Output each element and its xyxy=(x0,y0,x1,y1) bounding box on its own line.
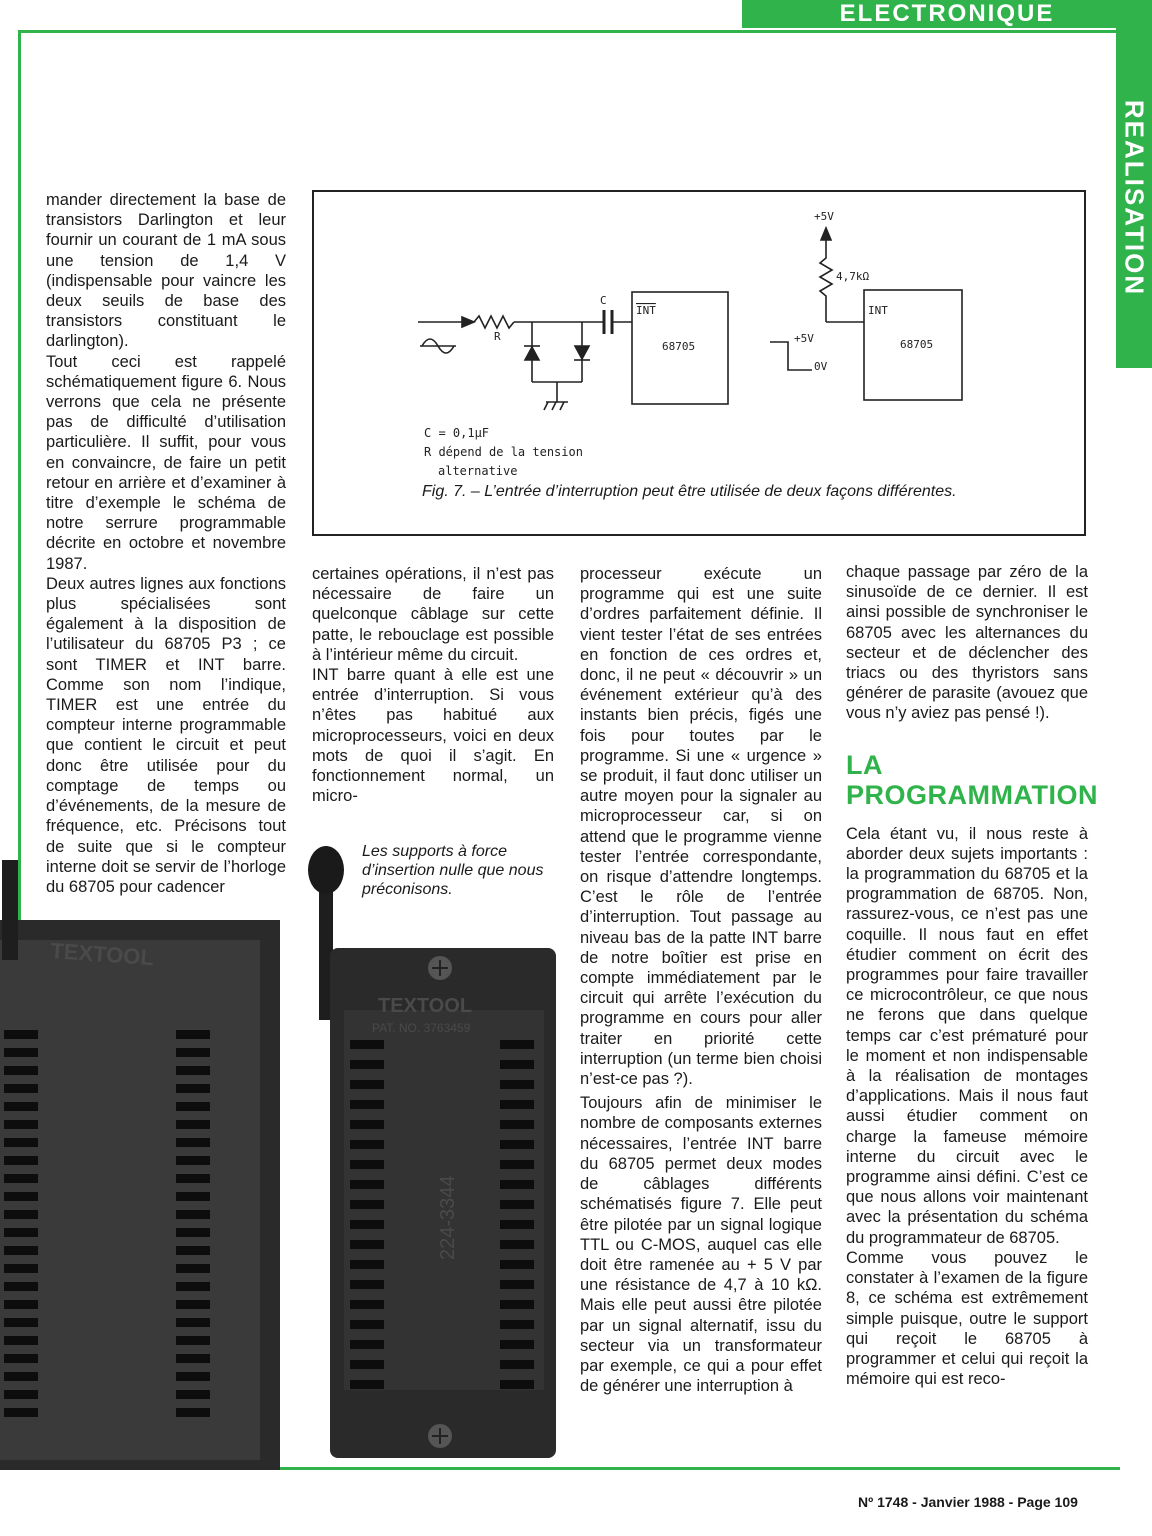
socket-slot xyxy=(4,1048,38,1057)
socket-slot xyxy=(176,1282,210,1291)
socket-slot xyxy=(4,1102,38,1111)
col1-paragraph: Deux autres lignes aux fonctions plus spécialisées sont également à la disposition de l’utilisateur du 68705 P3 ; ce sont TIMER et INT barre. Comme son nom l’indique, TIMER est une entrée du compteur interne programmable que contient le circuit et peut donc être utilisée pour du comptage de temps ou d’événements, de la mesure de fréquence, etc. Précisons tout de suite que si le compteur interne doit se servir de l’horloge du 68705 pour cadencer xyxy=(46,574,286,896)
label-v5: +5V xyxy=(794,332,814,345)
socket-slot xyxy=(500,1220,534,1229)
socket-slot xyxy=(350,1160,384,1169)
socket-slot xyxy=(500,1340,534,1349)
socket-slot xyxy=(350,1100,384,1109)
socket-slot xyxy=(4,1210,38,1219)
socket-slot xyxy=(4,1336,38,1345)
page-footer: Nº 1748 - Janvier 1988 - Page 109 xyxy=(858,1494,1078,1510)
socket-slot xyxy=(350,1260,384,1269)
socket-slot xyxy=(4,1372,38,1381)
socket-slot xyxy=(500,1320,534,1329)
socket-slot xyxy=(4,1408,38,1417)
label-chip-right: 68705 xyxy=(900,338,934,351)
socket-slot xyxy=(500,1040,534,1049)
zif-socket-left xyxy=(0,860,280,1470)
socket-slot xyxy=(350,1240,384,1249)
socket-slot xyxy=(500,1180,534,1189)
socket-slot xyxy=(4,1156,38,1165)
right-socket-part: 224-3344 xyxy=(437,1175,459,1260)
socket-slot xyxy=(176,1246,210,1255)
socket-slot xyxy=(176,1336,210,1345)
socket-slot xyxy=(176,1102,210,1111)
logic-step-icon xyxy=(770,342,812,370)
input-arrow-icon xyxy=(462,317,474,327)
socket-slot xyxy=(500,1260,534,1269)
socket-slot xyxy=(350,1080,384,1089)
label-r: R xyxy=(494,330,501,343)
resistor-r-icon xyxy=(474,316,514,328)
figure-note: R dépend de la tension xyxy=(424,445,583,459)
right-socket-patent: PAT. NO. 3763459 xyxy=(372,1021,471,1035)
socket-slot xyxy=(176,1408,210,1417)
socket-slot xyxy=(176,1174,210,1183)
col2-paragraph: certaines opérations, il n’est pas nécessaire de faire un quelconque câblage sur cette patte, le rebouclage est possible à l’intérieur même du circuit. xyxy=(312,565,554,664)
col1-paragraph: mander directement la base de transistors Darlington et leur fournir un courant de 1 mA sous une tension de 1,4 V (indispensable pour vaincre les deux seuils de base des transistors constituant le darlington). xyxy=(46,191,286,351)
col3-paragraph: processeur exécute un programme qui est une suite d’ordres parfaitement définie. Il vient tester l’état de ses entrées en fonction de ces ordres et, donc, il ne peut « découvrir » un événement extérieur qu’à des instants bien précis, figés une fois pour toutes par le programme. Si une « urgence » se produit, il faut donc utiliser un autre moyen pour la signaler au microprocesseur car, si on attend que le programme vienne tester l’entrée correspondante, on risque d’attendre longtemps. C’est le rôle de l’entrée d’interruption. Tout passage au niveau bas de la patte INT barre de notre boîtier est prise en compte immédiatement par le circuit qui arrête l’exécution du programme en cours pour aller traiter en priorité cette interruption (un terme bien choisi n’est-ce pas ?). xyxy=(580,565,822,1089)
socket-slot xyxy=(176,1210,210,1219)
socket-slot xyxy=(176,1030,210,1039)
socket-slot xyxy=(500,1060,534,1069)
column-2 xyxy=(312,564,554,806)
socket-slot xyxy=(4,1066,38,1075)
figure-note: C = 0,1µF xyxy=(424,426,490,440)
col4-paragraph: Cela étant vu, il nous reste à aborder deux sujets importants : la programmation du 68705 et la programmation de 68705. Non, rassurez-vous, ce n’est pas une coquille. Il nous faut en effet étudier comment on écrit des programmes pour faire travailler ce microcontrôleur, ce que nous ne ferons que dans quelque temps car c’est prématuré pour le moment et non indispensable à la réalisation de montages d’applications. Mais il nous faut aussi étudier comment on charge la fameuse mémoire interne du circuit avec le programme ainsi défini. C’est ce que nous allons voir maintenant avec la présentation du schéma du programmateur de 68705. xyxy=(846,824,1088,1247)
socket-slot xyxy=(500,1240,534,1249)
socket-slot xyxy=(500,1280,534,1289)
socket-slot xyxy=(500,1380,534,1389)
socket-slot xyxy=(350,1200,384,1209)
section-heading: LA PROGRAMMATION xyxy=(846,749,1098,810)
label-int-left: INT xyxy=(636,304,656,317)
socket-slot xyxy=(176,1372,210,1381)
socket-slot xyxy=(4,1318,38,1327)
socket-slot xyxy=(176,1228,210,1237)
section-banner: ELECTRONIQUE xyxy=(742,0,1152,28)
socket-slot xyxy=(4,1084,38,1093)
socket-slot xyxy=(500,1360,534,1369)
socket-slot xyxy=(500,1140,534,1149)
right-socket-brand: TEXTOOL xyxy=(378,995,473,1017)
socket-slot xyxy=(176,1138,210,1147)
socket-slot xyxy=(176,1084,210,1093)
label-res: 4,7kΩ xyxy=(836,270,870,283)
socket-slot xyxy=(176,1192,210,1201)
socket-slot xyxy=(350,1340,384,1349)
photo-caption: Les supports à force d’insertion nulle que nous préconisons. xyxy=(362,843,544,898)
socket-slot xyxy=(500,1200,534,1209)
socket-slot xyxy=(500,1100,534,1109)
socket-slot xyxy=(350,1280,384,1289)
socket-slot xyxy=(4,1282,38,1291)
socket-slot xyxy=(500,1160,534,1169)
figure-7 xyxy=(312,190,1086,536)
diode-icon xyxy=(525,347,539,360)
socket-slot xyxy=(176,1120,210,1129)
figure-caption: Fig. 7. – L’entrée d’interruption peut être utilisée de deux façons différentes. xyxy=(422,483,957,500)
socket-slot xyxy=(4,1120,38,1129)
socket-slot xyxy=(350,1220,384,1229)
socket-slot xyxy=(176,1354,210,1363)
figure-notes xyxy=(424,424,583,481)
socket-slot xyxy=(350,1300,384,1309)
column-4 xyxy=(846,562,1098,1389)
socket-slot xyxy=(350,1140,384,1149)
socket-slot xyxy=(176,1318,210,1327)
label-c: C xyxy=(600,294,607,307)
socket-slot xyxy=(176,1390,210,1399)
col2-paragraph: INT barre quant à elle est une entrée d’interruption. Si vous n’êtes pas habitué aux microprocesseurs, voici en deux mots de quoi il s’agit. En fonctionnement normal, un micro- xyxy=(312,666,554,806)
socket-slot xyxy=(4,1354,38,1363)
socket-slot xyxy=(500,1300,534,1309)
socket-slot xyxy=(176,1264,210,1273)
label-chip-left: 68705 xyxy=(662,340,696,353)
socket-slot xyxy=(176,1300,210,1309)
diode-icon xyxy=(575,346,589,359)
socket-slot xyxy=(4,1174,38,1183)
socket-slot xyxy=(350,1120,384,1129)
col3-paragraph: Toujours afin de minimiser le nombre de composants externes nécessaires, l’entrée INT barre du 68705 permet deux modes de câblages différents schématisés figure 7. Elle peut être pilotée par un signal logique TTL ou C-MOS, auquel cas elle doit être ramenée au + 5 V par une résistance de 4,7 à 10 kΩ. Mais elle peut aussi être pilotée par un signal alternatif, issu du secteur via un transformateur par exemple, ce qui a pour effet de générer une interruption à xyxy=(580,1094,822,1396)
socket-slot xyxy=(176,1156,210,1165)
col1-paragraph: Tout ceci est rappelé schématiquement figure 6. Nous verrons que cela ne présente pas de difficulté d’utilisation particulière. Il suffit, pour vous en convaincre, de faire un petit retour en arrière et d’examiner à titre d’exemple le schéma de notre serrure programmable décrite en octobre et novembre 1987. xyxy=(46,352,286,573)
socket-slot xyxy=(350,1360,384,1369)
socket-slot xyxy=(350,1380,384,1389)
figure-note: alternative xyxy=(438,464,518,478)
socket-slot xyxy=(350,1180,384,1189)
socket-slot xyxy=(4,1138,38,1147)
side-tab-label: REALISATION xyxy=(1119,99,1150,297)
socket-slot xyxy=(4,1192,38,1201)
socket-slot xyxy=(4,1264,38,1273)
socket-slot xyxy=(176,1048,210,1057)
socket-slot xyxy=(350,1320,384,1329)
socket-slot xyxy=(350,1040,384,1049)
label-int-right: INT xyxy=(868,304,888,317)
col4-paragraph: Comme vous pouvez le constater à l’examen de la figure 8, ce schéma est extrêmement simple puisque, outre le support qui reçoit le 68705 à programmer et celui qui reçoit la mémoire qui est reco- xyxy=(846,1248,1088,1389)
zif-socket-right xyxy=(308,846,556,1458)
vcc-arrow-icon xyxy=(821,228,831,240)
socket-slot xyxy=(350,1060,384,1069)
label-v0: 0V xyxy=(814,360,828,373)
socket-slot xyxy=(4,1390,38,1399)
zif-sockets-photo xyxy=(0,840,568,1470)
resistor-47k-icon xyxy=(820,252,832,322)
socket-slot xyxy=(4,1030,38,1039)
socket-slot xyxy=(500,1080,534,1089)
socket-slot xyxy=(4,1300,38,1309)
socket-slot xyxy=(4,1228,38,1237)
socket-slot xyxy=(4,1246,38,1255)
label-plus5-top: +5V xyxy=(814,210,834,223)
column-3 xyxy=(580,564,822,1396)
col4-paragraph: chaque passage par zéro de la sinusoïde de ce dernier. Il est ainsi possible de synchroniser le 68705 avec les alternances du secteur et de déclencher des triacs ou des thyristors sans générer de parasite (avouez que vous n’y aviez pas pensé !). xyxy=(846,563,1088,723)
socket-slot xyxy=(176,1066,210,1075)
socket-slot xyxy=(500,1120,534,1129)
side-tab xyxy=(1116,28,1152,368)
left-socket-brand: TEXTOOL xyxy=(49,938,155,971)
column-1 xyxy=(46,190,286,897)
